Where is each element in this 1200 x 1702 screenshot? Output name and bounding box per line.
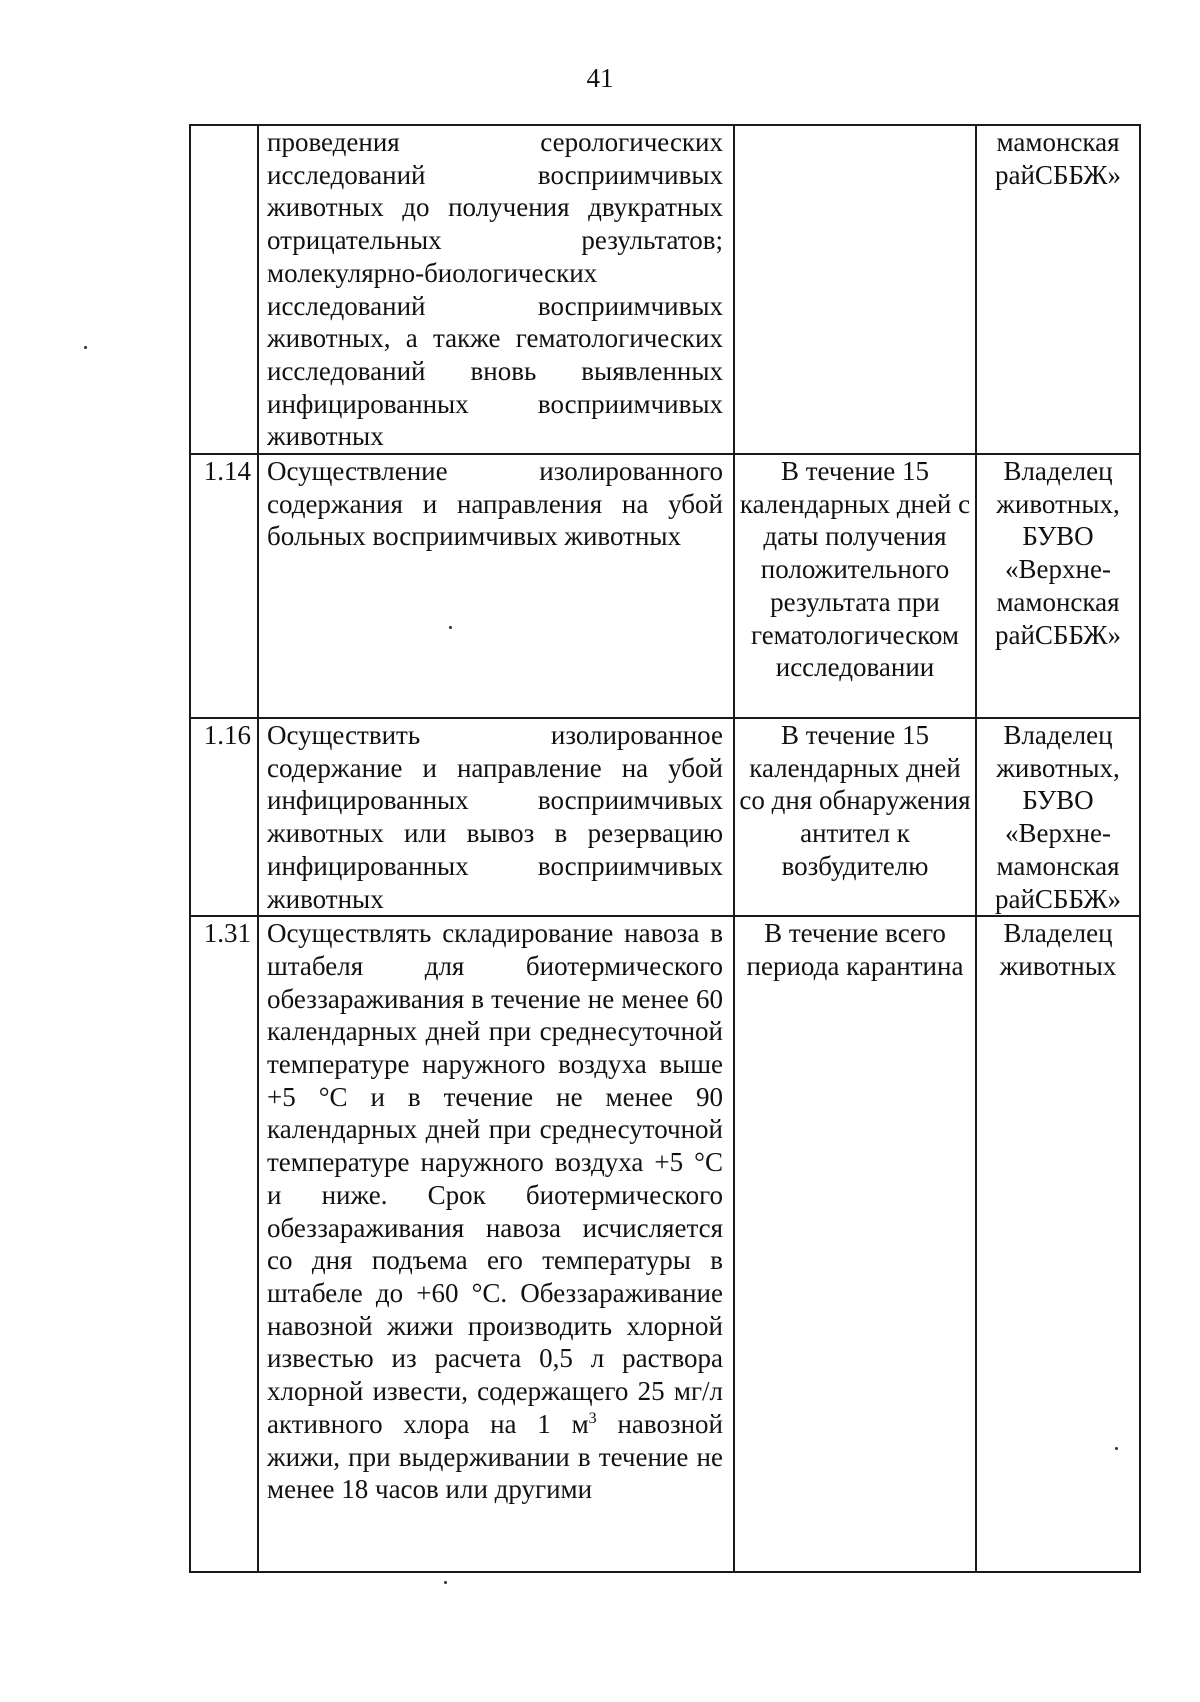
quarantine-measures-table — [189, 124, 1141, 1573]
row-responsible: Владелец животных — [976, 916, 1140, 1572]
scan-speck — [84, 346, 87, 349]
row-responsible: мамонская райСББЖ» — [976, 125, 1140, 454]
row-action: Осуществить изолированное содержание и направление на убой инфицированных восприимчивых животных или вывоз в резервацию инфицированных восприимчивых животных — [258, 718, 734, 916]
table-row — [190, 916, 1140, 1572]
page-number: 41 — [586, 63, 614, 93]
row-number — [190, 125, 258, 454]
row-term: В течение всего периода карантина — [734, 916, 976, 1572]
row-action: проведения серологических исследований восприимчивых животных до получения двукратных отрицательных результатов; молекулярно-биологических исследований восприимчивых животных, а также гематологических исследований вновь выявленных инфицированных восприимчивых животных — [258, 125, 734, 454]
row-responsible: Владелец животных, БУВО «Верхне-мамонская райСББЖ» — [976, 718, 1140, 916]
scan-speck — [1115, 1447, 1118, 1450]
row-term — [734, 125, 976, 454]
row-term: В течение 15 календарных дней со дня обнаружения антител к возбудителю — [734, 718, 976, 916]
row-action-text: Осуществлять складирование навоза в штабеля для биотермического обеззараживания в течение не менее 60 календарных дней при среднесуточной температуре наружного воздуха выше +5 °С и в течение не менее 90 календарных дней при среднесуточной температуре наружного воздуха +5 °С и ниже. Срок биотермического обеззараживания навоза исчисляется со дня подъема его температуры в штабеле до +60 °С. Обеззараживание навозной жижи производить хлорной известью из расчета 0,5 л раствора хлорной извести, содержащего 25 мг/л активного хлора на 1 м — [267, 918, 723, 1439]
scan-speck — [444, 1581, 447, 1584]
row-action: Осуществление изолированного содержания и направления на убой больных восприимчивых животных — [258, 454, 734, 718]
row-number: 1.16 — [190, 718, 258, 916]
row-responsible: Владелец животных, БУВО «Верхне-мамонская райСББЖ» — [976, 454, 1140, 718]
row-action-text-continued: навозной жижи, при выдерживании в течение не менее 18 часов или другими — [267, 1408, 724, 1505]
row-number: 1.14 — [190, 454, 258, 718]
table-row — [190, 718, 1140, 916]
cubic-superscript: 3 — [588, 1409, 597, 1427]
scan-speck — [449, 626, 452, 629]
table-row — [190, 125, 1140, 454]
table-row — [190, 454, 1140, 718]
row-action — [258, 916, 734, 1572]
row-number: 1.31 — [190, 916, 258, 1572]
row-term: В течение 15 календарных дней с даты получения положительного результата при гематологическом исследовании — [734, 454, 976, 718]
